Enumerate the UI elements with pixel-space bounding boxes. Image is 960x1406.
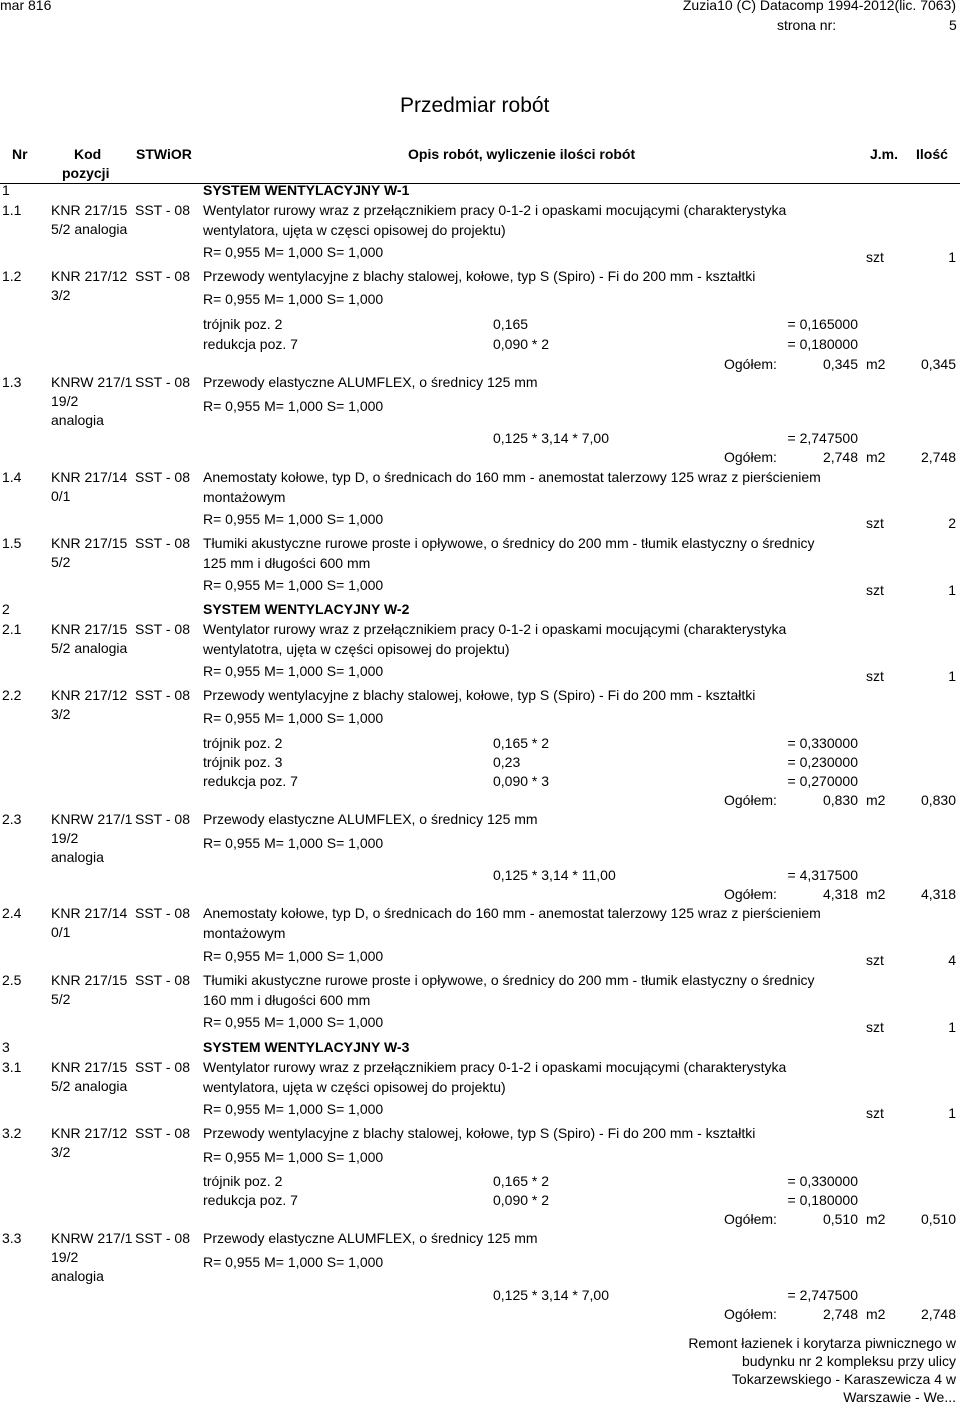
item-quantity: 1 [948, 668, 956, 684]
item-description: Anemostaty kołowe, typ D, o średnicach do 160 mm - anemostat talerzowy 125 wraz z pierścieniem [203, 469, 821, 485]
item-code: KNR 217/14 [51, 469, 128, 485]
calc-expression: 0,090 * 2 [493, 336, 550, 352]
item-rms: R= 0,955 M= 1,000 S= 1,000 [203, 663, 384, 679]
item-description: Tłumiki akustyczne rurowe proste i opływowe, o średnicy do 200 mm - tłumik elastyczny o średnicy [203, 972, 815, 988]
item-code: KNR 217/15 [51, 1059, 128, 1075]
item-code: 3/2 [51, 1144, 71, 1160]
item-code: KNR 217/12 [51, 1125, 128, 1141]
item-rms: R= 0,955 M= 1,000 S= 1,000 [203, 1254, 384, 1270]
item-quantity: 4,318 [920, 886, 956, 902]
item-description: wentylatotra, ujęta w części opisowej do projektu) [203, 641, 510, 657]
item-description: Przewody wentylacyjne z blachy stalowej, kołowe, typ S (Spiro) - Fi do 200 mm - kształtki [203, 268, 756, 284]
item-code: 5/2 analogia [51, 221, 128, 237]
item-code: 5/2 [51, 554, 71, 570]
item-nr: 2 [2, 601, 10, 617]
page-number: 5 [949, 17, 957, 33]
item-nr: 1 [2, 182, 10, 198]
item-unit: m2 [866, 356, 886, 372]
col-ilosc: Ilość [916, 146, 948, 162]
total-label: Ogółem: [724, 1211, 777, 1227]
item-unit: m2 [866, 1306, 886, 1322]
calc-label: trójnik poz. 3 [203, 754, 283, 770]
item-rms: R= 0,955 M= 1,000 S= 1,000 [203, 577, 384, 593]
calc-expression: 0,090 * 3 [493, 773, 550, 789]
item-nr: 2.5 [2, 972, 22, 988]
section-title: SYSTEM WENTYLACYJNY W-2 [203, 601, 410, 617]
item-nr: 2.1 [2, 621, 22, 637]
item-spec: SST - 08 [135, 621, 190, 637]
item-quantity: 0,830 [920, 792, 956, 808]
item-spec: SST - 08 [135, 202, 190, 218]
item-rms: R= 0,955 M= 1,000 S= 1,000 [203, 1101, 384, 1117]
total-label: Ogółem: [724, 356, 777, 372]
section-title: SYSTEM WENTYLACYJNY W-3 [203, 1039, 410, 1055]
item-unit: m2 [866, 449, 886, 465]
item-description: Wentylator rurowy wraz z przełącznikiem pracy 0-1-2 i opaskami mocującymi (charakterystyka [203, 621, 787, 637]
item-nr: 3.2 [2, 1125, 22, 1141]
header-right: Zuzia10 (C) Datacomp 1994-2012(lic. 7063) [682, 0, 956, 13]
total-value: 0,830 [822, 792, 858, 808]
item-code: analogia [51, 849, 104, 865]
item-code: 0/1 [51, 924, 71, 940]
calc-expression: 0,125 * 3,14 * 7,00 [493, 430, 609, 446]
calc-label: redukcja poz. 7 [203, 773, 298, 789]
item-rms: R= 0,955 M= 1,000 S= 1,000 [203, 835, 384, 851]
item-code: analogia [51, 412, 104, 428]
item-unit: m2 [866, 886, 886, 902]
item-nr: 2.3 [2, 811, 22, 827]
page-label: strona nr: [777, 17, 837, 33]
item-description: montażowym [203, 925, 286, 941]
item-description: wentylatora, ujęta w części opisowej do projektu) [203, 1079, 506, 1095]
footer [616, 1334, 956, 1406]
total-value: 0,345 [822, 356, 858, 372]
item-quantity: 1 [948, 1105, 956, 1121]
footer-line: Warszawie - We... [843, 1389, 956, 1405]
item-spec: SST - 08 [135, 972, 190, 988]
total-value: 0,510 [822, 1211, 858, 1227]
item-code: KNRW 217/1 [51, 374, 133, 390]
item-code: KNRW 217/1 [51, 1230, 133, 1246]
item-code: KNRW 217/1 [51, 811, 133, 827]
item-code: KNR 217/12 [51, 268, 128, 284]
total-label: Ogółem: [724, 1306, 777, 1322]
item-code: KNR 217/15 [51, 972, 128, 988]
item-nr: 3.1 [2, 1059, 22, 1075]
calc-result: = 2,747500 [787, 1287, 858, 1303]
item-nr: 1.4 [2, 469, 22, 485]
item-code: 19/2 [51, 1249, 79, 1265]
item-code: KNR 217/15 [51, 535, 128, 551]
item-unit: szt [866, 515, 884, 531]
calc-result: = 0,165000 [787, 316, 858, 332]
calc-result: = 0,330000 [787, 735, 858, 751]
col-stwior: STWiOR [136, 146, 192, 162]
item-description: Wentylator rurowy wraz z przełącznikiem pracy 0-1-2 i opaskami mocującymi (charakterystyka [203, 202, 787, 218]
item-nr: 1.1 [2, 202, 22, 218]
item-description: Przewody wentylacyjne z blachy stalowej, kołowe, typ S (Spiro) - Fi do 200 mm - kształtki [203, 687, 756, 703]
item-quantity: 0,510 [920, 1211, 956, 1227]
calc-result: = 0,180000 [787, 336, 858, 352]
item-description: Przewody elastyczne ALUMFLEX, o średnicy 125 mm [203, 374, 538, 390]
item-description: Przewody wentylacyjne z blachy stalowej, kołowe, typ S (Spiro) - Fi do 200 mm - kształtki [203, 1125, 756, 1141]
item-nr: 1.3 [2, 374, 22, 390]
item-description: Przewody elastyczne ALUMFLEX, o średnicy 125 mm [203, 1230, 538, 1246]
calc-expression: 0,090 * 2 [493, 1192, 550, 1208]
item-spec: SST - 08 [135, 905, 190, 921]
item-code: analogia [51, 1268, 104, 1284]
item-rms: R= 0,955 M= 1,000 S= 1,000 [203, 710, 384, 726]
col-jm: J.m. [870, 146, 899, 162]
calc-expression: 0,125 * 3,14 * 11,00 [493, 867, 616, 883]
col-nr: Nr [12, 146, 28, 162]
item-description: Przewody elastyczne ALUMFLEX, o średnicy 125 mm [203, 811, 538, 827]
calc-result: = 0,180000 [787, 1192, 858, 1208]
item-quantity: 2,748 [920, 1306, 956, 1322]
item-spec: SST - 08 [135, 1230, 190, 1246]
item-quantity: 1 [948, 582, 956, 598]
col-pozycji: pozycji [62, 165, 110, 181]
item-code: KNR 217/15 [51, 202, 128, 218]
calc-result: = 0,270000 [787, 773, 858, 789]
calc-expression: 0,165 * 2 [493, 1173, 550, 1189]
item-nr: 2.2 [2, 687, 22, 703]
item-unit: szt [866, 249, 884, 265]
item-nr: 3.3 [2, 1230, 22, 1246]
item-spec: SST - 08 [135, 535, 190, 551]
calc-result: = 2,747500 [787, 430, 858, 446]
item-spec: SST - 08 [135, 687, 190, 703]
header-left: mar 816 [0, 0, 52, 13]
item-rms: R= 0,955 M= 1,000 S= 1,000 [203, 291, 384, 307]
calc-expression: 0,165 * 2 [493, 735, 550, 751]
calc-expression: 0,23 [493, 754, 521, 770]
item-quantity: 4 [948, 952, 956, 968]
item-description: 125 mm i długości 600 mm [203, 555, 371, 571]
item-quantity: 1 [948, 249, 956, 265]
item-quantity: 2 [948, 515, 956, 531]
total-label: Ogółem: [724, 449, 777, 465]
footer-line: Tokarzewskiego - Karaszewicza 4 w [731, 1371, 956, 1387]
item-spec: SST - 08 [135, 1125, 190, 1141]
item-spec: SST - 08 [135, 469, 190, 485]
page-title: Przedmiar robót [400, 94, 550, 117]
section-title: SYSTEM WENTYLACYJNY W-1 [203, 182, 410, 198]
item-description: Anemostaty kołowe, typ D, o średnicach do 160 mm - anemostat talerzowy 125 wraz z pierścieniem [203, 905, 821, 921]
item-rms: R= 0,955 M= 1,000 S= 1,000 [203, 1149, 384, 1165]
col-kod: Kod [74, 146, 102, 162]
calc-result: = 4,317500 [787, 867, 858, 883]
item-rms: R= 0,955 M= 1,000 S= 1,000 [203, 398, 384, 414]
item-unit: m2 [866, 792, 886, 808]
item-unit: szt [866, 952, 884, 968]
item-unit: szt [866, 582, 884, 598]
item-spec: SST - 08 [135, 1059, 190, 1075]
footer-line: Remont łazienek i korytarza piwnicznego w [688, 1335, 956, 1351]
item-description: montażowym [203, 489, 286, 505]
item-unit: szt [866, 1019, 884, 1035]
item-rms: R= 0,955 M= 1,000 S= 1,000 [203, 948, 384, 964]
item-code: 5/2 [51, 991, 71, 1007]
calc-label: redukcja poz. 7 [203, 1192, 298, 1208]
item-nr: 1.2 [2, 268, 22, 284]
item-quantity: 1 [948, 1019, 956, 1035]
calc-label: trójnik poz. 2 [203, 1173, 283, 1189]
item-unit: m2 [866, 1211, 886, 1227]
calc-result: = 0,230000 [787, 754, 858, 770]
calc-label: redukcja poz. 7 [203, 336, 298, 352]
item-unit: szt [866, 1105, 884, 1121]
total-value: 2,748 [822, 1306, 858, 1322]
item-quantity: 2,748 [920, 449, 956, 465]
item-spec: SST - 08 [135, 374, 190, 390]
item-description: wentylatora, ujęta w częsci opisowej do projektu) [203, 222, 506, 238]
footer-line: budynku nr 2 kompleksu przy ulicy [742, 1353, 956, 1369]
total-label: Ogółem: [724, 792, 777, 808]
item-rms: R= 0,955 M= 1,000 S= 1,000 [203, 511, 384, 527]
calc-label: trójnik poz. 2 [203, 316, 283, 332]
item-code: KNR 217/15 [51, 621, 128, 637]
total-value: 4,318 [822, 886, 858, 902]
total-value: 2,748 [822, 449, 858, 465]
item-code: 3/2 [51, 287, 71, 303]
item-nr: 3 [2, 1039, 10, 1055]
item-code: 5/2 analogia [51, 640, 128, 656]
item-unit: szt [866, 668, 884, 684]
item-code: 0/1 [51, 488, 71, 504]
item-description: Tłumiki akustyczne rurowe proste i opływowe, o średnicy do 200 mm - tłumik elastyczny o średnicy [203, 535, 815, 551]
calc-expression: 0,125 * 3,14 * 7,00 [493, 1287, 609, 1303]
item-code: 19/2 [51, 830, 79, 846]
calc-result: = 0,330000 [787, 1173, 858, 1189]
item-description: Wentylator rurowy wraz z przełącznikiem pracy 0-1-2 i opaskami mocującymi (charakterystyka [203, 1059, 787, 1075]
item-quantity: 0,345 [920, 356, 956, 372]
item-rms: R= 0,955 M= 1,000 S= 1,000 [203, 244, 384, 260]
calc-label: trójnik poz. 2 [203, 735, 283, 751]
item-code: KNR 217/12 [51, 687, 128, 703]
total-label: Ogółem: [724, 886, 777, 902]
item-spec: SST - 08 [135, 268, 190, 284]
item-nr: 2.4 [2, 905, 22, 921]
header-divider [0, 183, 960, 184]
item-spec: SST - 08 [135, 811, 190, 827]
col-opis: Opis robót, wyliczenie ilości robót [408, 146, 636, 162]
item-code: KNR 217/14 [51, 905, 128, 921]
item-code: 5/2 analogia [51, 1078, 128, 1094]
item-rms: R= 0,955 M= 1,000 S= 1,000 [203, 1014, 384, 1030]
calc-expression: 0,165 [493, 316, 529, 332]
item-description: 160 mm i długości 600 mm [203, 992, 371, 1008]
item-nr: 1.5 [2, 535, 22, 551]
item-code: 3/2 [51, 706, 71, 722]
item-code: 19/2 [51, 393, 79, 409]
